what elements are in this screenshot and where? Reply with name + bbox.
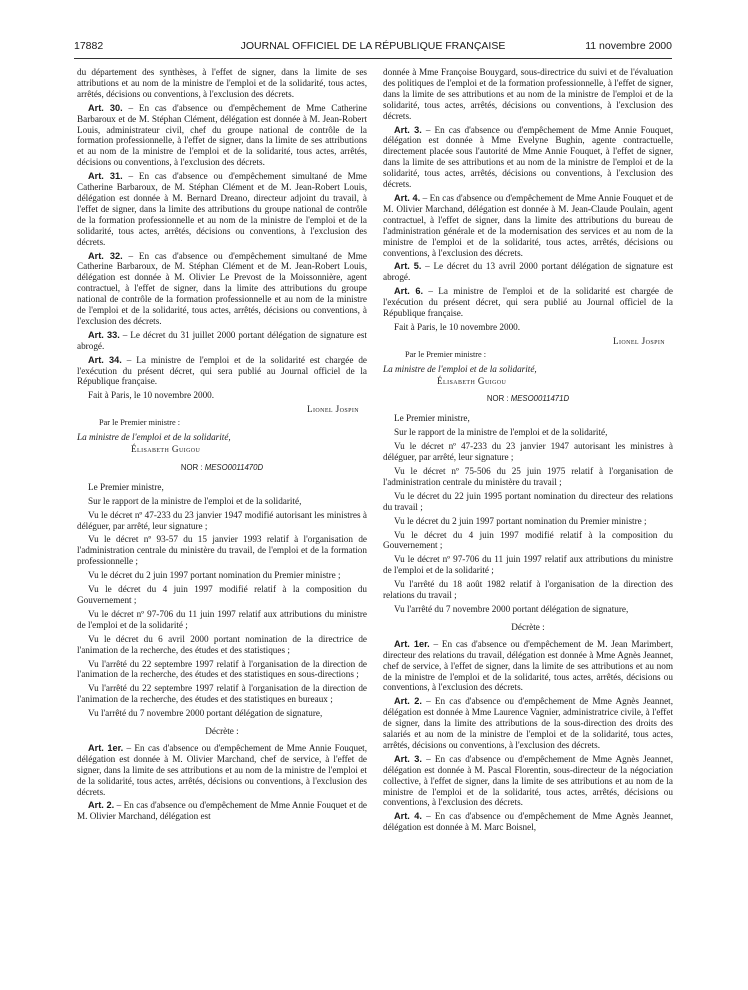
right-column — [383, 67, 673, 836]
article-3 — [383, 754, 673, 809]
article-2 — [77, 800, 367, 822]
preamble-line: Vu le décret du 2 juin 1997 portant nomination du Premier ministre ; — [394, 515, 647, 526]
article-text: – En cas d'absence ou d'empêchement de Mme Annie Fouquet et de M. Olivier Marchand, délégation est — [77, 800, 367, 822]
preamble-line: Vu le décret du 6 avril 2000 portant nomination de la directrice de l'animation de la recherche, des études et des statistiques ; — [77, 633, 367, 655]
article-label: Art. 1er. — [88, 742, 124, 753]
continuation-paragraph: donnée à Mme Françoise Bouygard, sous-directrice du suivi et de l'évaluation des politiques de l'emploi et de la formation professionnelle, à l'effet de signer, dans la limite de ses attributions et au nom de la ministre de l'emploi et de la solidarité, tous actes, arrêtés, décisions ou conventions, à l'exclusion des décrets. — [383, 67, 673, 121]
article-text: – La ministre de l'emploi et de la solidarité est chargée de l'exécution du présent décret, qui sera publié au Journal officiel de la République française. — [383, 286, 673, 319]
preamble-line: Vu le décret nº 97-706 du 11 juin 1997 relatif aux attributions du ministre de l'emploi et de la solidarité ; — [383, 554, 673, 576]
nor-prefix: NOR : — [180, 462, 205, 472]
preamble-line: Le Premier ministre, — [394, 413, 470, 424]
article-4 — [383, 811, 673, 833]
minister-title: La ministre de l'emploi et de la solidarité, — [77, 432, 231, 443]
article-label: Art. 3. — [394, 124, 422, 135]
article-label: Art. 4. — [394, 192, 421, 203]
article-1 — [77, 743, 367, 798]
article-label: Art. 2. — [394, 696, 422, 707]
article-text: – En cas d'absence ou d'empêchement de Mme Annie Fouquet, délégation est donnée à Mme Evelyne Bughin, agente contractuelle, directement placée sous l'autorité de Mme Annie Fouquet, à l'effet de signer, dans la limite de ses attributions et au nom de la ministre de l'emploi et de la solidarité, tous actes, arrêtés, décisions ou conventions, à l'exclusion des décrets. — [383, 124, 673, 190]
article-text: – En cas d'absence ou d'empêchement de Mme Catherine Barbaroux et de M. Stéphan Clément, délégation est donnée à M. Jean-Robert Louis, administrateur civil, chef du groupe national de contrôle de la formation professionnelle, à l'effet de signer, dans la limite de ses attributions et au nom de la ministre de l'emploi et de la solidarité, tous actes, arrêtés, décisions ou conventions, à l'exclusion des décrets. — [77, 102, 367, 168]
article-text: – En cas d'absence ou d'empêchement de Mme Agnès Jeannet, délégation est donnée à M. Marc Boisnel, — [383, 811, 673, 833]
article-label: Art. 30. — [88, 102, 123, 113]
preamble-line: Vu l'arrêté du 7 novembre 2000 portant délégation de signature, — [88, 708, 323, 719]
article-label: Art. 4. — [394, 811, 422, 822]
article-text: – En cas d'absence ou d'empêchement de Mme Agnès Jeannet, délégation est donnée à M. Pascal Florentin, sous-directeur de la négociation collective, à l'effet de signer, dans la limite de ses attributions et au nom de la ministre de l'emploi et de la solidarité, tous actes, arrêtés, décisions ou conventions, à l'exclusion des décrets. — [383, 753, 673, 808]
article-6 — [383, 286, 673, 319]
article-label: Art. 2. — [88, 800, 115, 811]
signatory-name: Lionel Jospin — [612, 335, 665, 346]
article-34 — [77, 355, 367, 388]
signature-place-date: Fait à Paris, le 10 novembre 2000. — [88, 390, 215, 401]
header-rule — [74, 58, 672, 59]
article-label: Art. 32. — [88, 250, 123, 261]
signature-by-line: Par le Premier ministre : — [99, 418, 181, 428]
article-4 — [383, 193, 673, 258]
article-text: – En cas d'absence ou d'empêchement de Mme Annie Fouquet, délégation est donnée à M. Olivier Marchand, chef de service, à l'effet de signer, dans la limite de ses attributions et au nom de la ministre de l'emploi et de la solidarité, tous actes, arrêtés, décisions ou conventions, à l'exclusion des décrets. — [77, 742, 368, 797]
nor-reference — [383, 394, 673, 405]
preamble-line: Vu l'arrêté du 18 août 1982 relatif à l'organisation de la direction des relations du travail ; — [383, 579, 673, 601]
article-3 — [383, 125, 673, 190]
nor-reference — [77, 463, 367, 474]
decrete-heading: Décrète : — [205, 726, 239, 737]
article-31 — [77, 171, 367, 247]
article-text: – En cas d'absence ou d'empêchement de M. Jean Marimbert, directeur des relations du travail, délégation est donnée à Mme Agnès Jeannet, chef de service, à l'effet de signer, dans la limite de ses attributions et au nom de la ministre de l'emploi et de la solidarité, tous actes, arrêtés, décisions ou conventions, à l'exclusion des décrets. — [383, 638, 673, 693]
decrete-heading: Décrète : — [511, 621, 545, 632]
signature-place-date: Fait à Paris, le 10 novembre 2000. — [394, 321, 521, 332]
preamble-line: Vu le décret du 4 juin 1997 modifié relatif à la composition du Gouvernement ; — [77, 584, 367, 605]
minister-title: La ministre de l'emploi et de la solidarité, — [383, 363, 537, 374]
article-label: Art. 6. — [394, 286, 424, 297]
nor-prefix: NOR : — [486, 394, 511, 404]
article-label: Art. 34. — [88, 354, 122, 365]
article-text: – La ministre de l'emploi et de la solidarité est chargée de l'exécution du présent décret, qui sera publié au Journal officiel de la République française. — [77, 354, 367, 387]
preamble-line: Vu le décret du 2 juin 1997 portant nomination du Premier ministre ; — [88, 570, 341, 581]
article-1 — [383, 639, 673, 694]
minister-name: Élisabeth Guigou — [437, 375, 507, 386]
page-header — [74, 40, 672, 56]
page-number: 17882 — [74, 40, 104, 52]
article-label: Art. 31. — [88, 171, 123, 182]
preamble-line: Vu le décret du 22 juin 1995 portant nomination du directeur des relations du travail ; — [383, 490, 673, 512]
article-5 — [383, 261, 673, 283]
signatory-name: Lionel Jospin — [306, 404, 359, 415]
preamble-line: Vu le décret nº 93-57 du 15 janvier 1993 relatif à l'organisation de l'administration centrale du ministère du travail, de l'emploi et de la formation professionnelle ; — [77, 534, 367, 567]
article-label: Art. 1er. — [394, 638, 430, 649]
article-label: Art. 5. — [394, 261, 422, 272]
preamble-line: Vu le décret nº 47-233 du 23 janvier 1947 autorisant les ministres à déléguer, par arrêté, leur signature ; — [383, 441, 673, 463]
article-text: – En cas d'absence ou d'empêchement simultané de Mme Catherine Barbaroux, de M. Stéphan Clément et de M. Jean-Robert Louis, délégation est donnée à M. Bernard Dreano, directeur adjoint du travail, à l'effet de signer, dans la limite des attributions du groupe national de contrôle de la formation professionnelle et au nom de la ministre de l'emploi et de la solidarité, tous actes, arrêtés, décisions ou conventions, à l'exclusion des décrets. — [77, 171, 367, 247]
preamble-line: Vu l'arrêté du 22 septembre 1997 relatif à l'organisation de la direction de l'animation de la recherche, des études et des statistiques en bureaux ; — [77, 683, 367, 705]
preamble-line: Vu l'arrêté du 22 septembre 1997 relatif à l'organisation de la direction de l'animation de la recherche, des études et des statistiques en sous-directions ; — [77, 658, 367, 680]
continuation-paragraph: du département des synthèses, à l'effet de signer, dans la limite de ses attributions et au nom de la ministre de l'emploi et de la solidarité, tous actes, arrêtés, décisions ou conventions, à l'exclusion des décrets. — [77, 67, 367, 99]
article-label: Art. 3. — [394, 753, 422, 764]
left-column — [77, 67, 367, 825]
signature-by-line: Par le Premier ministre : — [405, 349, 487, 359]
article-text: – Le décret du 13 avril 2000 portant délégation de signature est abrogé. — [383, 261, 674, 283]
article-32 — [77, 251, 367, 327]
article-text: – Le décret du 31 juillet 2000 portant délégation de signature est abrogé. — [77, 329, 367, 351]
article-2 — [383, 696, 673, 751]
preamble-line: Vu le décret nº 47-233 du 23 janvier 1947 modifié autorisant les ministres à déléguer, par arrêté, leur signature ; — [77, 509, 367, 531]
issue-date: 11 novembre 2000 — [585, 40, 672, 52]
minister-name: Élisabeth Guigou — [131, 444, 201, 454]
nor-code: MESO0011470D — [204, 462, 264, 472]
article-text: – En cas d'absence ou d'empêchement de Mme Agnès Jeannet, délégation est donnée à Mme Laurence Vagnier, administratrice civile, à l'effet de signer, dans la limite des attributions de la sous-direction des droits des salariés et au nom de la ministre de l'emploi et de la solidarité, tous actes, arrêtés, décisions ou conventions, à l'exclusion des décrets. — [383, 696, 673, 750]
article-label: Art. 33. — [88, 329, 120, 340]
journal-title: JOURNAL OFFICIEL DE LA RÉPUBLIQUE FRANÇAISE — [240, 40, 506, 52]
article-text: – En cas d'absence ou d'empêchement simultané de Mme Catherine Barbaroux, de M. Stéphan Clément et de M. Jean-Robert Louis, délégation est donnée à M. Olivier Le Prevost de la Moissonnière, agent contractuel, à l'effet de signer, dans la limite des attributions du groupe national de contrôle de la formation professionnelle et au nom de la ministre de l'emploi et de la solidarité, tous actes, arrêtés, décisions ou conventions, à l'exclusion des décrets. — [77, 250, 367, 326]
preamble-line: Vu le décret nº 75-506 du 25 juin 1975 relatif à l'organisation de l'administration centrale du ministère du travail ; — [383, 466, 673, 487]
preamble-line: Vu le décret du 4 juin 1997 modifié relatif à la composition du Gouvernement ; — [383, 529, 673, 551]
preamble-line: Sur le rapport de la ministre de l'emploi et de la solidarité, — [394, 427, 608, 438]
preamble-line: Vu l'arrêté du 7 novembre 2000 portant délégation de signature, — [394, 603, 629, 614]
preamble-line: Vu le décret nº 97-706 du 11 juin 1997 relatif aux attributions du ministre de l'emploi et de la solidarité ; — [77, 608, 367, 630]
nor-code: MESO0011471D — [510, 394, 570, 404]
article-text: – En cas d'absence ou d'empêchement de Mme Annie Fouquet et de M. Olivier Marchand, délégation est donnée à M. Jean-Claude Poulain, agent contractuel, à l'effet de signer, dans la limite des attributions du bureau de l'administration générale et de la modernisation des services et au nom de la ministre de l'emploi et de la solidarité, tous actes, arrêtés, décisions ou conventions, à l'exclusion des décrets. — [383, 192, 673, 258]
article-30 — [77, 103, 367, 168]
article-33 — [77, 330, 367, 352]
preamble-line: Le Premier ministre, — [88, 481, 164, 492]
preamble-line: Sur le rapport de la ministre de l'emploi et de la solidarité, — [88, 495, 302, 506]
